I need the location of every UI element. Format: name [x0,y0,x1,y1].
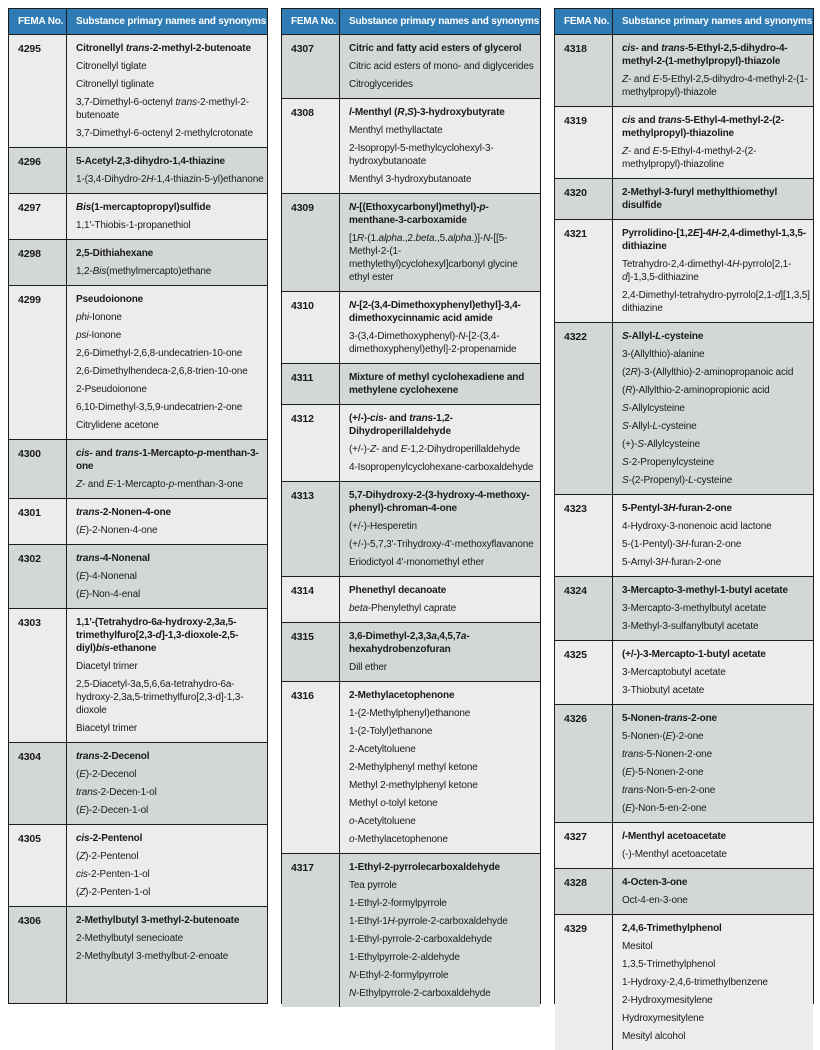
table-row [9,285,267,439]
synonym: 2-Methylbutyl 3-methylbut-2-enoate [76,951,229,962]
table-row [9,742,267,824]
synonym: (E)-5-Nonen-2-one [622,767,704,778]
synonym: Hydroxymesitylene [622,1013,704,1024]
synonym: 2,6-Dimethylhendeca-2,6,8-trien-10-one [76,366,248,377]
table-row [282,291,540,363]
primary-name: (+/-)-cis- and trans-1,2-Dihydroperillaldehyde [349,413,453,437]
substance-names-header: Substance primary names and synonyms [349,16,540,27]
synonym: N-Ethylpyrrole-2-carboxaldehyde [349,988,491,999]
synonym: 3,7-Dimethyl-6-octenyl trans-2-methyl-2-butenoate [76,97,249,121]
synonym: cis-2-Penten-1-ol [76,869,150,880]
substance-cell [67,194,267,239]
table-row [9,35,267,147]
synonym: o-Methylacetophenone [349,834,448,845]
synonym: trans-Non-5-en-2-one [622,785,716,796]
fema-no-cell: 4311 [282,364,340,404]
synonym: 3,7-Dimethyl-6-octenyl 2-methylcrotonate [76,128,253,139]
synonym: 6,10-Dimethyl-3,5,9-undecatrien-2-one [76,402,243,413]
synonym: trans-2-Decen-1-ol [76,787,157,798]
fema-no-cell: 4310 [282,292,340,363]
substance-cell [613,107,813,178]
table-row [282,853,540,1007]
synonym: Biacetyl trimer [76,723,138,734]
fema-no-cell: 4301 [9,499,67,544]
synonym: 1-(2-Methylphenyl)ethanone [349,708,471,719]
synonym: 3-Mercapto-3-methylbutyl acetate [622,603,767,614]
synonym: 2-Acetyltoluene [349,744,416,755]
synonym: (E)-2-Nonen-4-one [76,525,158,536]
fema-no-cell: 4297 [9,194,67,239]
primary-name: 3,6-Dimethyl-2,3,3a,4,5,7a-hexahydrobenzofuran [349,631,470,655]
synonym: (+/-)-Hesperetin [349,521,417,532]
substance-cell [340,482,540,576]
primary-name: Pyrrolidino-[1,2E]-4H-2,4-dimethyl-1,3,5-dithiazine [622,228,806,252]
synonym: (E)-2-Decenol [76,769,137,780]
table-row [282,35,540,98]
table-row [282,681,540,853]
primary-name: Mixture of methyl cyclohexadiene and methylene cyclohexene [349,372,525,396]
substance-names-header: Substance primary names and synonyms [76,16,267,27]
primary-name: Citric and fatty acid esters of glycerol [349,43,522,54]
primary-name: cis-2-Pentenol [76,833,143,844]
synonym: Tetrahydro-2,4-dimethyl-4H-pyrrolo[2,1-d]-1,3,5-dithiazine [622,259,792,283]
primary-name: cis- and trans-5-Ethyl-2,5-dihydro-4-methyl-2-(1-methylpropyl)-thiazole [622,43,788,67]
fema-no-cell: 4325 [555,641,613,704]
synonym: (2R)-3-(Allylthio)-2-aminopropanoic acid [622,367,794,378]
synonym: 3-Thiobutyl acetate [622,685,705,696]
synonym: 1,3,5-Trimethylphenol [622,959,716,970]
synonym: (R)-Allylthio-2-aminopropionic acid [622,385,770,396]
table-row [9,193,267,239]
substance-cell [340,364,540,404]
synonym: 5-(1-Pentyl)-3H-furan-2-one [622,539,742,550]
primary-name: (+/-)-3-Mercapto-1-butyl acetate [622,649,766,660]
substance-cell [67,743,267,824]
fema-no-cell: 4300 [9,440,67,498]
synonym: o-Acetyltoluene [349,816,416,827]
primary-name: l-Menthyl (R,S)-3-hydroxybutyrate [349,107,505,118]
primary-name: trans-2-Nonen-4-one [76,507,171,518]
table-header [555,9,813,35]
fema-no-cell: 4319 [555,107,613,178]
table-row [555,35,813,106]
synonym: 1-Hydroxy-2,4,6-trimethylbenzene [622,977,768,988]
substance-cell [613,915,813,1050]
substance-cell [613,869,813,914]
primary-name: Phenethyl decanoate [349,585,447,596]
fema-no-header: FEMA No. [555,9,613,34]
synonym: trans-5-Nonen-2-one [622,749,712,760]
synonym: Citronellyl tiglate [76,61,147,72]
fema-no-cell: 4323 [555,495,613,576]
fema-no-header: FEMA No. [282,9,340,34]
synonym: psi-Ionone [76,330,122,341]
synonym: (+)-S-Allylcysteine [622,439,701,450]
synonym: 2,4-Dimethyl-tetrahydro-pyrrolo[2,1-d][1,3,5] dithiazine [622,290,810,314]
synonym: phi-Ionone [76,312,122,323]
synonym: Citronellyl tiglinate [76,79,154,90]
fema-no-cell: 4299 [9,286,67,439]
synonym: (E)-2-Decen-1-ol [76,805,149,816]
table-body-3 [555,35,813,1050]
table-row [282,98,540,193]
table-row [9,498,267,544]
table-header [282,9,540,35]
table-row [555,322,813,494]
primary-name: 5-Acetyl-2,3-dihydro-1,4-thiazine [76,156,225,167]
substance-cell [67,825,267,906]
synonym: 1-Ethyl-2-formylpyrrole [349,898,447,909]
table-row [555,868,813,914]
table-row [282,193,540,291]
synonym: S-Allyl-L-cysteine [622,421,697,432]
primary-name: trans-2-Decenol [76,751,150,762]
table-row [555,178,813,219]
table-row [282,481,540,576]
synonym: Eriodictyol 4'-monomethyl ether [349,557,485,568]
fema-no-cell: 4308 [282,99,340,193]
primary-name: 2-Methylbutyl 3-methyl-2-butenoate [76,915,240,926]
fema-no-cell: 4318 [555,35,613,106]
substance-cell [613,705,813,822]
fema-no-cell: 4303 [9,609,67,742]
fema-no-cell: 4321 [555,220,613,322]
synonym: S-Allylcysteine [622,403,685,414]
primary-name: trans-4-Nonenal [76,553,150,564]
synonym: (E)-Non-4-enal [76,589,141,600]
synonym: S-2-Propenylcysteine [622,457,715,468]
table-row [555,219,813,322]
fema-no-cell: 4326 [555,705,613,822]
primary-name: Bis(1-mercaptopropyl)sulfide [76,202,211,213]
synonym: Diacetyl trimer [76,661,138,672]
fema-no-cell: 4295 [9,35,67,147]
synonym: 4-Isopropenylcyclohexane-carboxaldehyde [349,462,534,473]
synonym: (E)-Non-5-en-2-one [622,803,707,814]
primary-name: 2-Methyl-3-furyl methylthiomethyl disulfide [622,187,778,211]
synonym: (-)-Menthyl acetoacetate [622,849,727,860]
table-body-2 [282,35,540,1007]
synonym: 4-Hydroxy-3-nonenoic acid lactone [622,521,772,532]
substance-cell [613,641,813,704]
synonym: 3-Mercaptobutyl acetate [622,667,726,678]
fema-no-cell: 4306 [9,907,67,1003]
synonym: N-Ethyl-2-formylpyrrole [349,970,449,981]
synonym: [1R-(1.alpha.,2.beta.,5.alpha.)]-N-[[5-Methyl-2-(1-methylethyl)cyclohexyl]carbonyl glycine ethyl ester [349,233,518,283]
fema-no-cell: 4316 [282,682,340,853]
table-row [9,824,267,906]
synonym: 3-(Allylthio)-alanine [622,349,705,360]
table-row [282,622,540,681]
substance-cell [67,907,267,1003]
primary-name: Pseudoionone [76,294,144,305]
fema-table-2 [281,8,541,1004]
fema-no-cell: 4296 [9,148,67,193]
synonym: Citroglycerides [349,79,413,90]
synonym: Methyl 2-methylphenyl ketone [349,780,478,791]
fema-no-cell: 4327 [555,823,613,868]
substance-cell [67,286,267,439]
fema-no-header: FEMA No. [9,9,67,34]
synonym: Menthyl 3-hydroxybutanoate [349,174,472,185]
substance-cell [340,623,540,681]
synonym: 1-(2-Tolyl)ethanone [349,726,433,737]
primary-name: N-[(Ethoxycarbonyl)methyl)-p-menthane-3-carboxamide [349,202,489,226]
synonym: 2-Isopropyl-5-methylcyclohexyl-3-hydroxybutanoate [349,143,494,167]
synonym: Menthyl methyllactate [349,125,443,136]
table-row [555,640,813,704]
fema-no-cell: 4322 [555,323,613,494]
substance-cell [67,240,267,285]
synonym: 2-Methylbutyl senecioate [76,933,184,944]
substance-cell [67,609,267,742]
synonym: Z- and E-5-Ethyl-4-methyl-2-(2-methylpropyl)-thiazoline [622,146,757,170]
synonym: (+/-)-5,7,3'-Trihydroxy-4'-methoxyflavanone [349,539,534,550]
primary-name: 5-Nonen-trans-2-one [622,713,717,724]
fema-no-cell: 4328 [555,869,613,914]
fema-no-cell: 4307 [282,35,340,98]
table-row [9,439,267,498]
primary-name: 2,4,6-Trimethylphenol [622,923,722,934]
fema-no-cell: 4309 [282,194,340,291]
synonym: (E)-4-Nonenal [76,571,137,582]
substance-cell [340,682,540,853]
synonym: Methyl o-tolyl ketone [349,798,438,809]
table-row [282,404,540,481]
synonym: Dill ether [349,662,387,673]
synonym: 5-Nonen-(E)-2-one [622,731,704,742]
fema-no-cell: 4314 [282,577,340,622]
primary-name: 5-Pentyl-3H-furan-2-one [622,503,732,514]
primary-name: 2,5-Dithiahexane [76,248,154,259]
table-row [9,239,267,285]
fema-no-cell: 4324 [555,577,613,640]
fema-no-cell: 4317 [282,854,340,1007]
fema-table-3 [554,8,814,1042]
synonym: Z- and E-5-Ethyl-2,5-dihydro-4-methyl-2-(1-methylpropyl)-thiazole [622,74,808,98]
fema-table-1 [8,8,268,1004]
primary-name: 1-Ethyl-2-pyrrolecarboxaldehyde [349,862,500,873]
table-body-1 [9,35,267,1003]
primary-name: 4-Octen-3-one [622,877,688,888]
fema-no-cell: 4305 [9,825,67,906]
primary-name: 1,1'-(Tetrahydro-6a-hydroxy-2,3a,5-trimethylfuro[2,3-d]-1,3-dioxole-2,5-diyl)bis-ethanone [76,617,239,654]
synonym: Citrylidene acetone [76,420,159,431]
substance-cell [340,405,540,481]
substance-cell [613,323,813,494]
fema-no-cell: 4329 [555,915,613,1050]
synonym: 1-Ethylpyrrole-2-aldehyde [349,952,460,963]
substance-cell [340,292,540,363]
fema-no-cell: 4304 [9,743,67,824]
primary-name: cis- and trans-1-Mercapto-p-menthan-3-one [76,448,259,472]
synonym: 2-Pseudoionone [76,384,147,395]
substance-cell [67,35,267,147]
substance-names-header: Substance primary names and synonyms [622,16,813,27]
synonym: 1,2-Bis(methylmercapto)ethane [76,266,212,277]
substance-cell [340,99,540,193]
primary-name: l-Menthyl acetoacetate [622,831,726,842]
synonym: (+/-)-Z- and E-1,2-Dihydroperillaldehyde [349,444,521,455]
table-row [9,147,267,193]
synonym: 1,1'-Thiobis-1-propanethiol [76,220,191,231]
substance-cell [613,179,813,219]
table-row [555,914,813,1050]
substance-cell [613,35,813,106]
substance-cell [613,823,813,868]
substance-cell [67,499,267,544]
synonym: beta-Phenylethyl caprate [349,603,457,614]
primary-name: S-Allyl-L-cysteine [622,331,704,342]
table-row [9,608,267,742]
synonym: 1-(3,4-Dihydro-2H-1,4-thiazin-5-yl)ethanone [76,174,264,185]
table-row [555,494,813,576]
synonym: 3-(3,4-Dimethoxyphenyl)-N-[2-(3,4-dimethoxyphenyl)ethyl]-2-propenamide [349,331,517,355]
fema-no-cell: 4298 [9,240,67,285]
primary-name: N-[2-(3,4-Dimethoxyphenyl)ethyl]-3,4-dimethoxycinnamic acid amide [349,300,521,324]
synonym: 2-Hydroxymesitylene [622,995,713,1006]
primary-name: Citronellyl trans-2-methyl-2-butenoate [76,43,251,54]
fema-no-cell: 4315 [282,623,340,681]
fema-no-cell: 4312 [282,405,340,481]
synonym: Oct-4-en-3-one [622,895,688,906]
synonym: (Z)-2-Pentenol [76,851,139,862]
synonym: Mesityl alcohol [622,1031,686,1042]
primary-name: 5,7-Dihydroxy-2-(3-hydroxy-4-methoxy-phenyl)-chroman-4-one [349,490,530,514]
table-row [282,576,540,622]
substance-cell [340,194,540,291]
synonym: Mesitol [622,941,653,952]
table-row [555,822,813,868]
fema-no-cell: 4313 [282,482,340,576]
primary-name: 3-Mercapto-3-methyl-1-butyl acetate [622,585,788,596]
fema-no-cell: 4302 [9,545,67,608]
table-row [9,544,267,608]
table-row [282,363,540,404]
substance-cell [613,220,813,322]
synonym: Citric acid esters of mono- and diglycerides [349,61,534,72]
synonym: (Z)-2-Penten-1-ol [76,887,151,898]
primary-name: cis and trans-5-Ethyl-4-methyl-2-(2-methylpropyl)-thiazoline [622,115,784,139]
table-header [9,9,267,35]
synonym: Tea pyrrole [349,880,397,891]
synonym: 5-Amyl-3H-furan-2-one [622,557,722,568]
substance-cell [67,440,267,498]
substance-cell [340,577,540,622]
synonym: 2,5-Diacetyl-3a,5,6,6a-tetrahydro-6a-hydroxy-2,3a,5-trimethylfuro[2,3-d]-1,3-dioxole [76,679,244,716]
synonym: 2-Methylphenyl methyl ketone [349,762,478,773]
table-row [9,906,267,1003]
table-row [555,106,813,178]
primary-name: 2-Methylacetophenone [349,690,455,701]
table-row [555,576,813,640]
synonym: 1-Ethyl-1H-pyrrole-2-carboxaldehyde [349,916,508,927]
substance-cell [67,148,267,193]
synonym: 1-Ethyl-pyrrole-2-carboxaldehyde [349,934,493,945]
substance-cell [613,577,813,640]
substance-cell [613,495,813,576]
synonym: S-(2-Propenyl)-L-cysteine [622,475,733,486]
synonym: 3-Methyl-3-sulfanylbutyl acetate [622,621,759,632]
substance-cell [340,35,540,98]
substance-cell [340,854,540,1007]
synonym: 2,6-Dimethyl-2,6,8-undecatrien-10-one [76,348,243,359]
synonym: Z- and E-1-Mercapto-p-menthan-3-one [76,479,244,490]
table-row [555,704,813,822]
substance-cell [67,545,267,608]
fema-no-cell: 4320 [555,179,613,219]
